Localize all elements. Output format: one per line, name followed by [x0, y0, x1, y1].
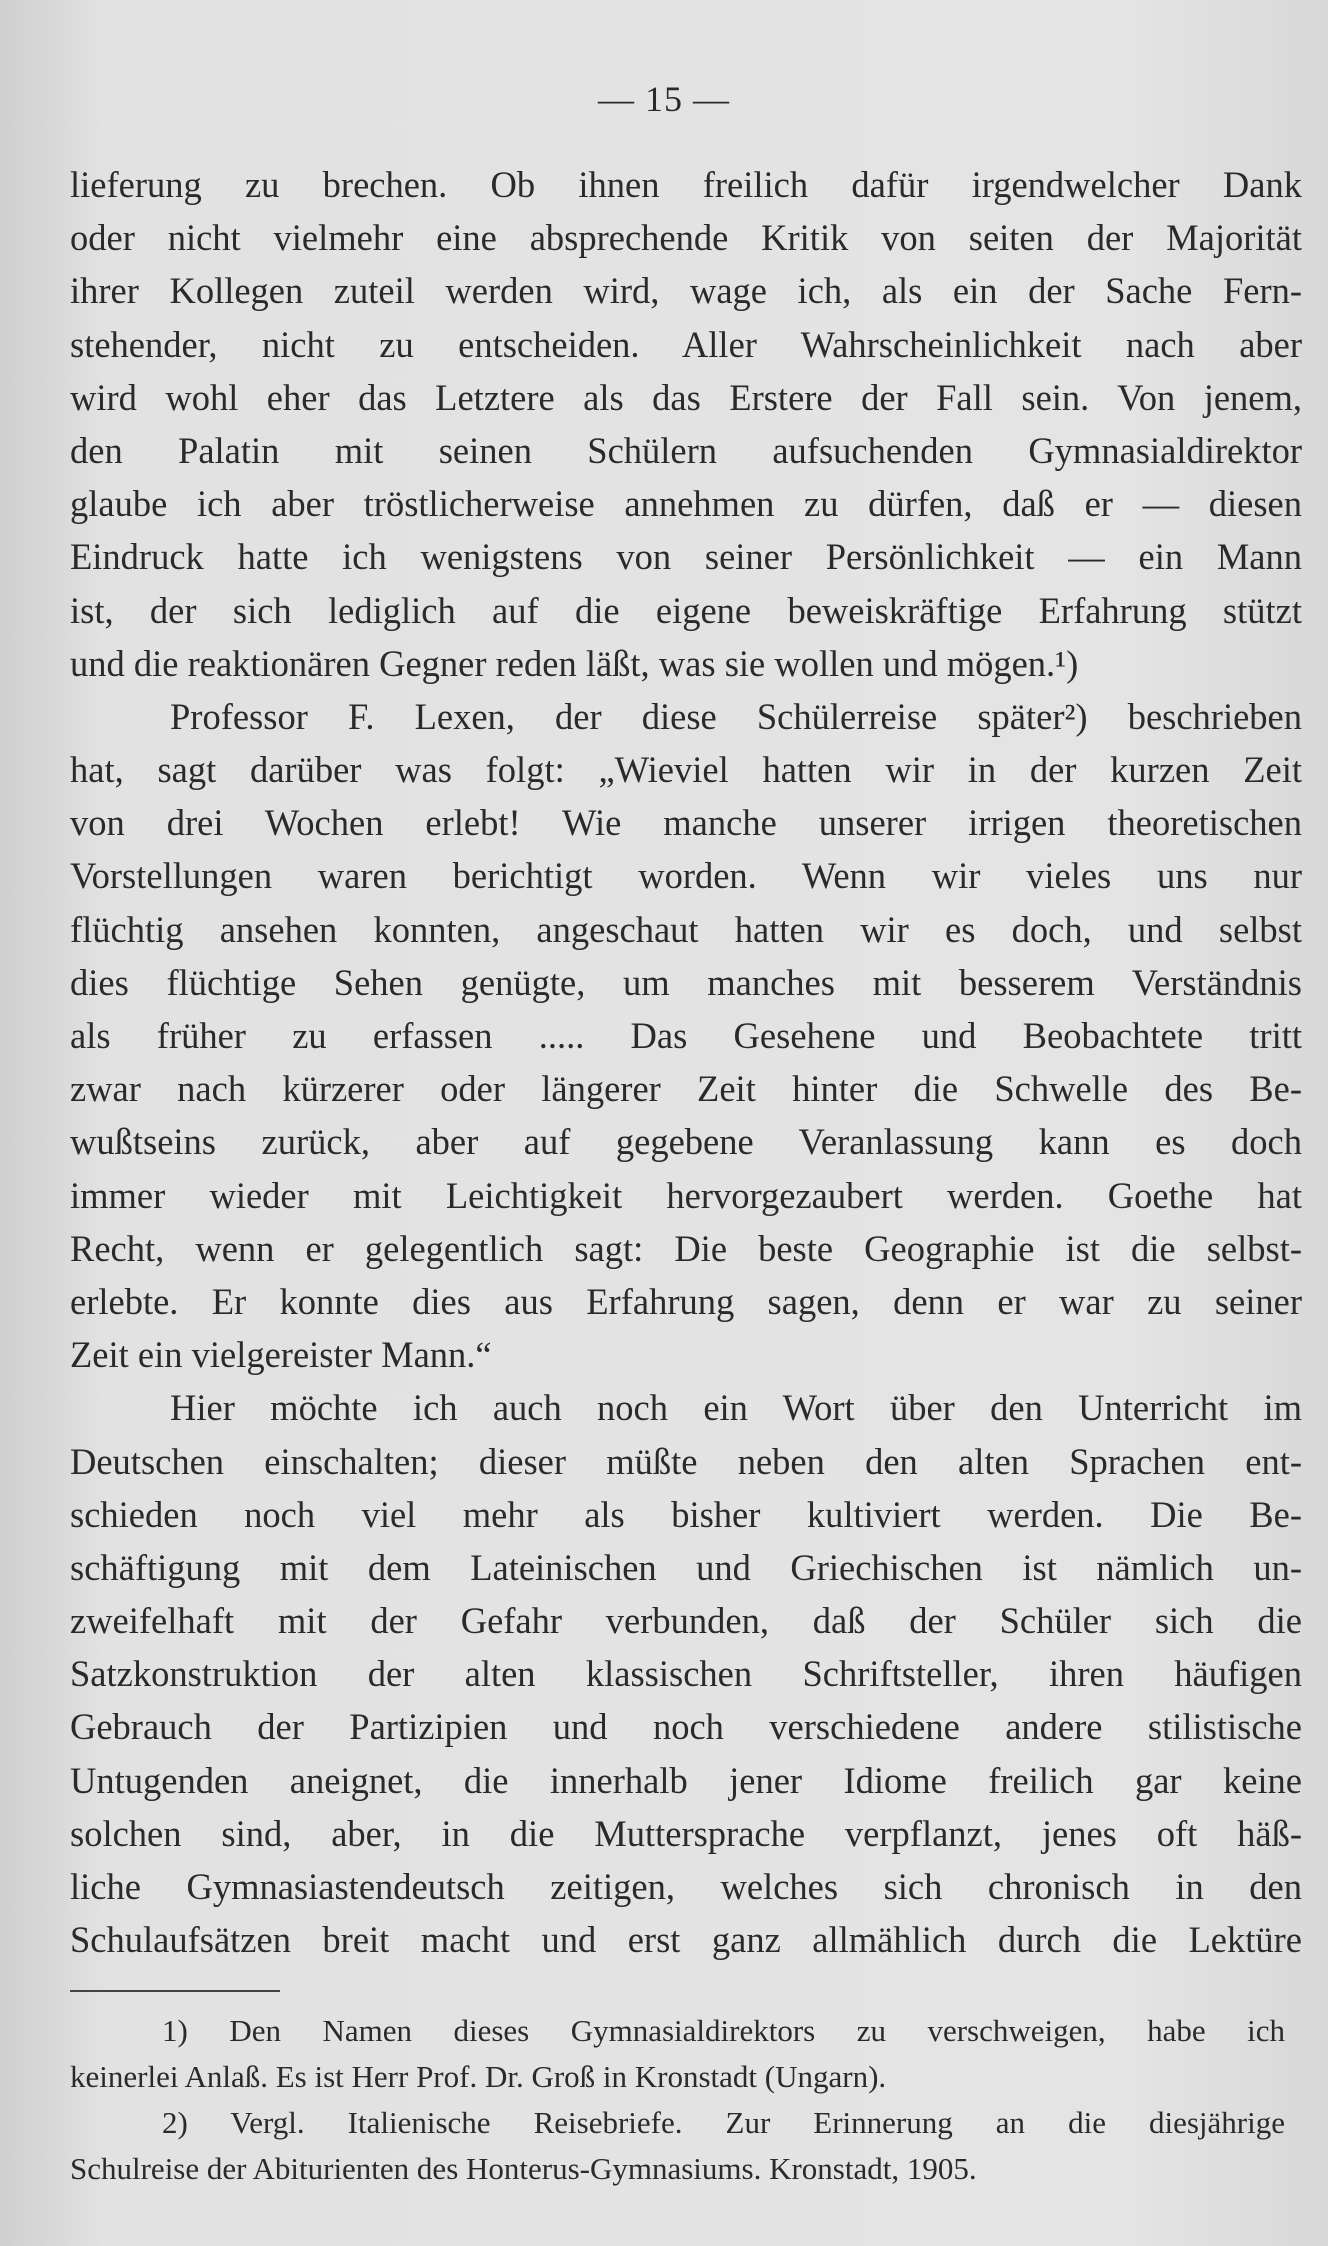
footnote-line: Schulreise der Abiturienten des Honterus-Gymnasiums. Kronstadt, 1905. — [70, 2151, 977, 2186]
footnote-1 — [70, 2008, 1285, 2100]
text-line: Untugenden aneignet, die innerhalb jener Idiome freilich gar keine — [70, 1759, 1302, 1801]
text-line: wußtseins zurück, aber auf gegebene Veranlassung kann es doch — [70, 1121, 1302, 1163]
text-line: Schulaufsätzen breit macht und erst ganz allmählich durch die Lektüre — [70, 1919, 1302, 1961]
text-line: ist, der sich lediglich auf die eigene beweiskräftige Erfahrung stützt — [70, 589, 1302, 631]
text-line: Gebrauch der Partizipien und noch verschiedene andere stilistische — [70, 1706, 1302, 1748]
page-number: — 15 — — [598, 79, 730, 119]
footnote-2 — [70, 2100, 1285, 2192]
text-line: Eindruck hatte ich wenigstens von seiner Persönlichkeit — ein Mann — [70, 536, 1302, 578]
paragraph — [70, 1381, 1302, 1966]
text-line: dies flüchtige Sehen genügte, um manches mit besserem Verständnis — [70, 961, 1302, 1003]
text-line: von drei Wochen erlebt! Wie manche unserer irrigen theoretischen — [70, 802, 1302, 844]
paragraph — [70, 158, 1302, 690]
text-line: zwar nach kürzerer oder längerer Zeit hinter die Schwelle des Be- — [70, 1068, 1302, 1110]
footnote-line: 2) Vergl. Italienische Reisebriefe. Zur Erinnerung an die diesjährige — [162, 2105, 1285, 2140]
text-line: wird wohl eher das Letztere als das Erstere der Fall sein. Von jenem, — [70, 376, 1302, 418]
text-line: Recht, wenn er gelegentlich sagt: Die beste Geographie ist die selbst- — [70, 1227, 1302, 1269]
footnote-line: 1) Den Namen dieses Gymnasialdirektors zu verschweigen, habe ich — [162, 2013, 1285, 2048]
text-line: Professor F. Lexen, der diese Schülerreise später²) beschrieben — [170, 695, 1302, 737]
text-line: schieden noch viel mehr als bisher kultiviert werden. Die Be- — [70, 1493, 1302, 1535]
text-line: oder nicht vielmehr eine absprechende Kritik von seiten der Majorität — [70, 217, 1302, 259]
text-line: solchen sind, aber, in die Muttersprache verpflanzt, jenes oft häß- — [70, 1812, 1302, 1854]
text-line: Zeit ein vielgereister Mann.“ — [70, 1334, 492, 1376]
footnote-line: keinerlei Anlaß. Es ist Herr Prof. Dr. Groß in Kronstadt (Ungarn). — [70, 2059, 887, 2094]
text-line: Hier möchte ich auch noch ein Wort über den Unterricht im — [170, 1387, 1302, 1429]
text-line: als früher zu erfassen ..... Das Gesehene und Beobachtete tritt — [70, 1015, 1302, 1056]
text-line: liche Gymnasiastendeutsch zeitigen, welches sich chronisch in den — [70, 1866, 1302, 1907]
text-line: Deutschen einschalten; dieser müßte neben den alten Sprachen ent- — [70, 1440, 1302, 1482]
text-line: hat, sagt darüber was folgt: „Wieviel hatten wir in der kurzen Zeit — [70, 749, 1302, 791]
text-line: zweifelhaft mit der Gefahr verbunden, daß der Schüler sich die — [70, 1600, 1302, 1642]
text-line: lieferung zu brechen. Ob ihnen freilich dafür irgendwelcher Dank — [70, 164, 1302, 205]
footnotes — [70, 2008, 1285, 2192]
text-line: stehender, nicht zu entscheiden. Aller Wahrscheinlichkeit nach aber — [70, 323, 1302, 365]
text-line: flüchtig ansehen konnten, angeschaut hatten wir es doch, und selbst — [70, 908, 1302, 950]
paragraph — [70, 690, 1302, 1381]
text-line: und die reaktionären Gegner reden läßt, was sie wollen und mögen.¹) — [70, 642, 1079, 684]
footnote-divider — [70, 1990, 280, 1992]
body-text — [70, 158, 1302, 1966]
text-line: erlebte. Er konnte dies aus Erfahrung sagen, denn er war zu seiner — [70, 1280, 1302, 1322]
text-line: immer wieder mit Leichtigkeit hervorgezaubert werden. Goethe hat — [70, 1174, 1302, 1216]
text-line: Vorstellungen waren berichtigt worden. Wenn wir vieles uns nur — [70, 855, 1302, 897]
text-line: glaube ich aber tröstlicherweise annehmen zu dürfen, daß er — diesen — [70, 483, 1302, 525]
text-line: den Palatin mit seinen Schülern aufsuchenden Gymnasialdirektor — [70, 429, 1302, 471]
text-line: schäftigung mit dem Lateinischen und Griechischen ist nämlich un- — [70, 1546, 1302, 1588]
text-line: ihrer Kollegen zuteil werden wird, wage ich, als ein der Sache Fern- — [70, 270, 1302, 312]
text-line: Satzkonstruktion der alten klassischen Schriftsteller, ihren häufigen — [70, 1653, 1302, 1695]
